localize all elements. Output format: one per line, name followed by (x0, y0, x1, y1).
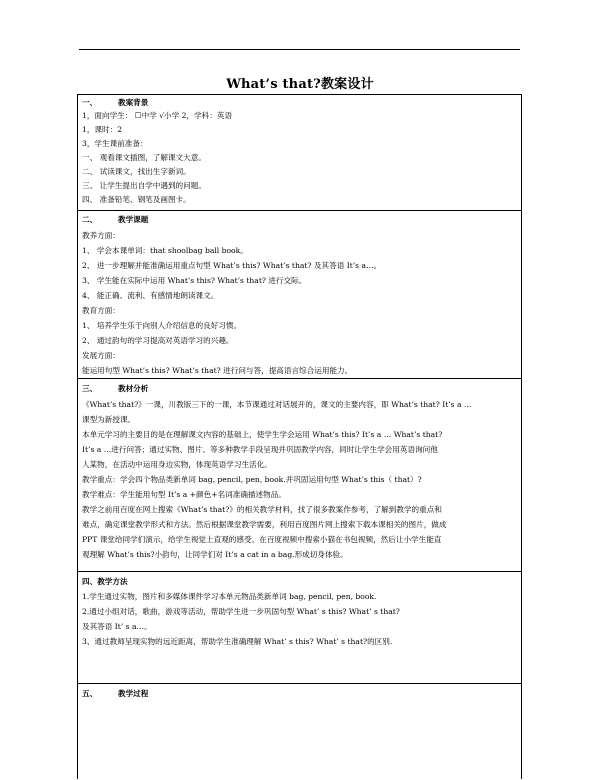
document-title: What’s that?教案设计 (226, 77, 374, 92)
text-line: 1、 培养学生乐于向别人介绍信息的良好习惯。 (82, 321, 242, 330)
text-line: 3，学生课前准备： (82, 139, 148, 148)
lesson-plan-table (77, 94, 522, 779)
text-line: 1.学生通过实物，图片和多媒体课件学习本单元物品类新单词 bag, pencil, pen, book. (82, 592, 377, 601)
text-line: 难点，确定课堂教学形式和方法。然后根据课堂教学需要，利用百度图片网上搜索下载本课相关的图片，做成 (82, 520, 447, 529)
text-line: PPT 课堂给同学们演示，给学生视觉上直观的感受。在百度视频中搜索小猫在书包视频，然后让小学生能直 (82, 535, 442, 544)
text-line: 三、 让学生提出自学中遇到的问题。 (82, 181, 206, 190)
text-line: 四、 准备铅笔、钢笔及画图卡。 (82, 195, 191, 204)
text-line: 课型为新授课。 (82, 415, 136, 424)
text-line: 2.通过小组对话，歌曲，游戏等活动，帮助学生进一步巩固句型 What’ s this? What’ s that? (82, 607, 400, 616)
text-line: 教学重点：学会四个物品类新单词 bag, pencil, pen, book.并巩固运用句型 What’s this（ that）? (82, 475, 422, 484)
section-heading (82, 97, 517, 109)
text-line: 及其答语 It’ s a…。 (82, 622, 152, 631)
text-line: 教育方面： (82, 306, 120, 315)
section-number: 三、 (82, 384, 98, 393)
text-line: 教养方面： (82, 231, 120, 240)
header-rule (79, 49, 520, 50)
section-title: 教学过程 (118, 689, 149, 698)
section-heading (82, 688, 517, 700)
text-line: 3、 学生能在实际中运用 What’s this? What’s that? 进行交际。 (82, 276, 307, 285)
text-line: 3、通过教师呈现实物的远近距离，帮助学生准确理解 What’ s this? What’ s that?的区别. (82, 637, 393, 646)
section-title: 教学课题 (118, 215, 149, 224)
section-title: 教材分析 (118, 384, 149, 393)
text-line: 1，面向学生： ☐中学 √小学 2，学科：英语 (82, 111, 233, 120)
text-line: 观理解 What’s this?小韵句，让同学们对 It’s a cat in a bag.形成切身体验。 (82, 550, 348, 559)
section-title: 教学方法 (97, 577, 128, 586)
section-background (78, 95, 521, 211)
text-line: 2、 进一步理解并能准确运用重点句型 What’s this? What’s that? 及其答语 It’s a…。 (82, 261, 382, 270)
section-analysis (78, 379, 521, 572)
section-title: 教案背景 (118, 98, 149, 107)
text-line: 本单元学习的主要目的是在理解课文内容的基础上，使学生学会运用 What’s this? It’s a … What’s that? (82, 430, 443, 439)
text-line: 2、 通过韵句的学习提高对英语学习的兴趣。 (82, 336, 234, 345)
text-line: 能运用句型 What’s this? What’s that? 进行问与答，提高语言综合运用能力。 (82, 366, 353, 375)
text-line: 发展方面： (82, 351, 120, 360)
text-line: 教学难点：学生能用句型 It’s a +颜色+名词准确描述物品。 (82, 490, 286, 499)
section-heading (82, 214, 517, 226)
text-line: It’s a …进行问答；通过实物、图片、等多种教学手段呈现并巩固教学内容，同时让学生学会用英语询问他 (82, 445, 438, 454)
text-line: 《What’s that?》一课，川教版三下的一课，本节课通过对话展开的，课文的主要内容，即 What’s that? It’s a … (82, 400, 472, 409)
section-number: 四、 (82, 577, 98, 586)
section-number: 五、 (82, 689, 98, 698)
section-methods (78, 572, 521, 684)
text-line: 1、 学会本课单词：that shoolbag ball book。 (82, 246, 248, 255)
text-line: 教学之前用百度在网上搜索《What’s that?》的相关教学材料，找了很多教案作参考，了解到教学的重点和 (82, 505, 442, 514)
text-line: 一、 观看课文插图，了解课文大意。 (82, 153, 206, 162)
section-topic (78, 211, 521, 379)
text-line: 1，课时：2 (82, 125, 123, 134)
section-number: 一、 (82, 98, 98, 107)
text-line: 人某物，在活动中运用身边实物，体现英语学习生活化。 (82, 460, 272, 469)
section-process (78, 684, 521, 780)
section-heading (82, 383, 517, 395)
text-line: 4、 能正确、流利、有感情地朗读课文。 (82, 291, 219, 300)
section-number: 二、 (82, 215, 98, 224)
text-line: 二、 试读课文，找出生字新词。 (82, 167, 191, 176)
section-heading (82, 576, 517, 588)
